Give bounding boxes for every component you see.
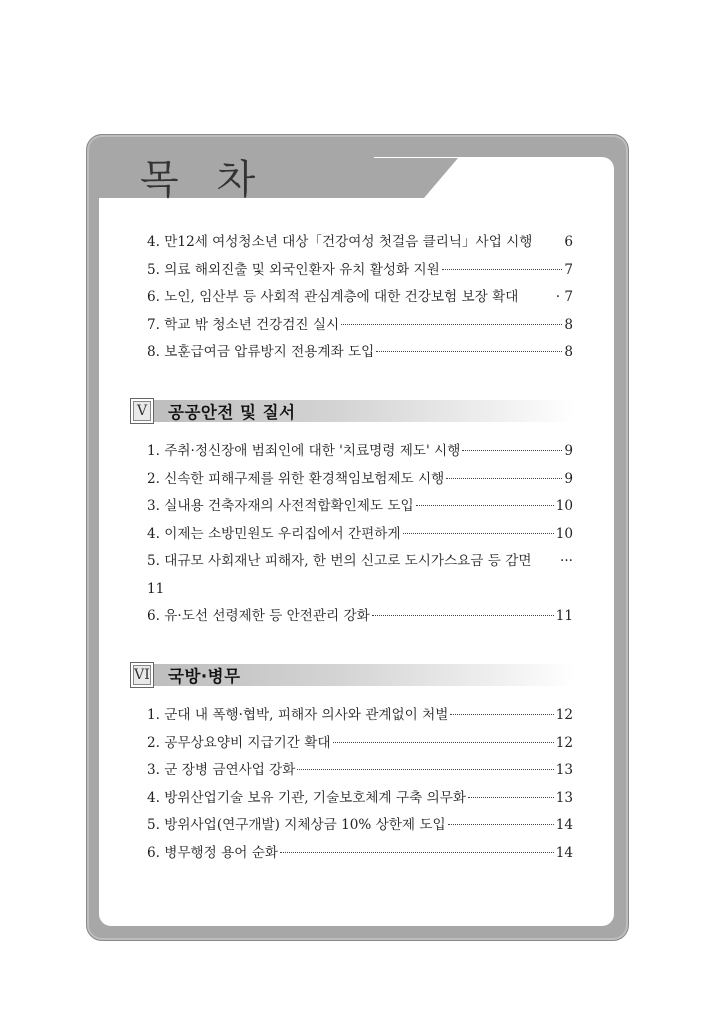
entry-page: 12 (555, 734, 573, 751)
entry-page: · 7 (555, 289, 573, 305)
leader-dots (442, 269, 563, 270)
toc-entry-wrapped[interactable] (147, 548, 573, 576)
toc-title (140, 148, 255, 205)
toc-entry[interactable] (147, 785, 573, 813)
section-header-public-safety[interactable] (130, 397, 575, 425)
entry-text: 1. 주취·정신장애 범죄인에 대한 '치료명령 제도' 시행 (147, 443, 461, 459)
toc-entry[interactable] (147, 493, 573, 521)
entry-text: 5. 대규모 사회재난 피해자, 한 번의 신고로 도시가스요금 등 감면 (147, 553, 532, 569)
entry-page: 7 (564, 261, 573, 278)
leader-dots (376, 351, 562, 352)
section-header-defense[interactable] (130, 661, 575, 689)
entry-page: 8 (564, 344, 573, 360)
toc-entry[interactable] (147, 438, 573, 466)
toc-entry[interactable] (147, 603, 573, 631)
toc-entry[interactable] (147, 284, 573, 312)
entry-text: 3. 실내용 건축자재의 사전적합확인제도 도입 (147, 498, 414, 514)
entry-text: 4. 이제는 소방민원도 우리집에서 간편하게 (147, 525, 401, 542)
entry-text: 2. 공무상요양비 지급기간 확대 (147, 734, 331, 751)
leader-dots (416, 505, 554, 506)
entry-text: 6. 노인, 임산부 등 사회적 관심계층에 대한 건강보험 보장 확대 (147, 289, 519, 305)
leader-dots (448, 824, 554, 825)
toc-entry[interactable] (147, 257, 573, 285)
leader-dots (403, 533, 554, 534)
toc-entry[interactable] (147, 757, 573, 785)
entry-text: 3. 군 장병 금연사업 강화 (147, 762, 296, 778)
entry-text: 6. 병무행정 용어 순화 (147, 844, 278, 861)
toc-entry[interactable] (147, 229, 573, 257)
leader-dots (341, 324, 562, 325)
section-title: 국방·병무 (168, 667, 241, 686)
entry-page: 10 (555, 525, 573, 542)
entry-page: 12 (555, 707, 573, 723)
leader-dots (468, 797, 554, 798)
toc-entry[interactable] (147, 812, 573, 840)
toc-entry[interactable] (147, 466, 573, 494)
roman-numeral-badge: VI (130, 662, 154, 688)
entry-page: 13 (555, 762, 573, 778)
leader-dots (333, 742, 554, 743)
entry-page: 11 (555, 608, 573, 624)
entry-text: 5. 의료 해외진출 및 외국인환자 유치 활성화 지원 (147, 261, 440, 278)
entry-page: 13 (555, 789, 573, 806)
entry-text: 1. 군대 내 폭행·협박, 피해자 의사와 관계없이 처벌 (147, 707, 449, 723)
leader-dots (462, 450, 562, 451)
entry-page: 14 (555, 817, 573, 833)
section-title: 공공안전 및 질서 (168, 403, 296, 422)
entry-text: 4. 방위산업기술 보유 기관, 기술보호체계 구축 의무화 (147, 789, 466, 806)
entry-page: 14 (555, 844, 573, 861)
entry-text: 5. 방위사업(연구개발) 지체상금 10% 상한제 도입 (147, 817, 446, 833)
toc-entries-health (147, 229, 573, 367)
entry-text: 8. 보훈급여금 압류방지 전용계좌 도입 (147, 344, 375, 360)
roman-numeral-badge: V (130, 398, 154, 424)
entry-page: 9 (564, 470, 573, 487)
entry-leader-tail: ··· (560, 553, 573, 569)
toc-entries-public-safety (147, 438, 573, 631)
leader-dots (280, 852, 554, 853)
entry-page: 10 (555, 498, 573, 514)
toc-entries-defense (147, 702, 573, 867)
entry-page: 6 (564, 234, 573, 250)
entry-text: 2. 신속한 피해구제를 위한 환경책임보험제도 시행 (147, 470, 445, 487)
leader-dots (450, 714, 553, 715)
toc-title-char-2: 차 (216, 157, 256, 203)
entry-page: 8 (564, 316, 573, 333)
leader-dots (372, 615, 554, 616)
entry-page-continuation: 11 (147, 580, 165, 597)
leader-dots (297, 769, 553, 770)
toc-entry[interactable] (147, 312, 573, 340)
entry-page: 9 (564, 443, 573, 459)
toc-entry[interactable] (147, 521, 573, 549)
leader-dots (446, 478, 562, 479)
entry-text: 4. 만12세 여성청소년 대상「건강여성 첫걸음 클리닉」사업 시행 (147, 234, 533, 250)
toc-entry[interactable] (147, 840, 573, 868)
toc-entry[interactable] (147, 339, 573, 367)
entry-text: 7. 학교 밖 청소년 건강검진 실시 (147, 316, 340, 333)
entry-text: 6. 유·도선 선령제한 등 안전관리 강화 (147, 608, 370, 624)
toc-entry[interactable] (147, 730, 573, 758)
toc-entry[interactable] (147, 702, 573, 730)
toc-title-char-1: 목 (140, 157, 179, 203)
